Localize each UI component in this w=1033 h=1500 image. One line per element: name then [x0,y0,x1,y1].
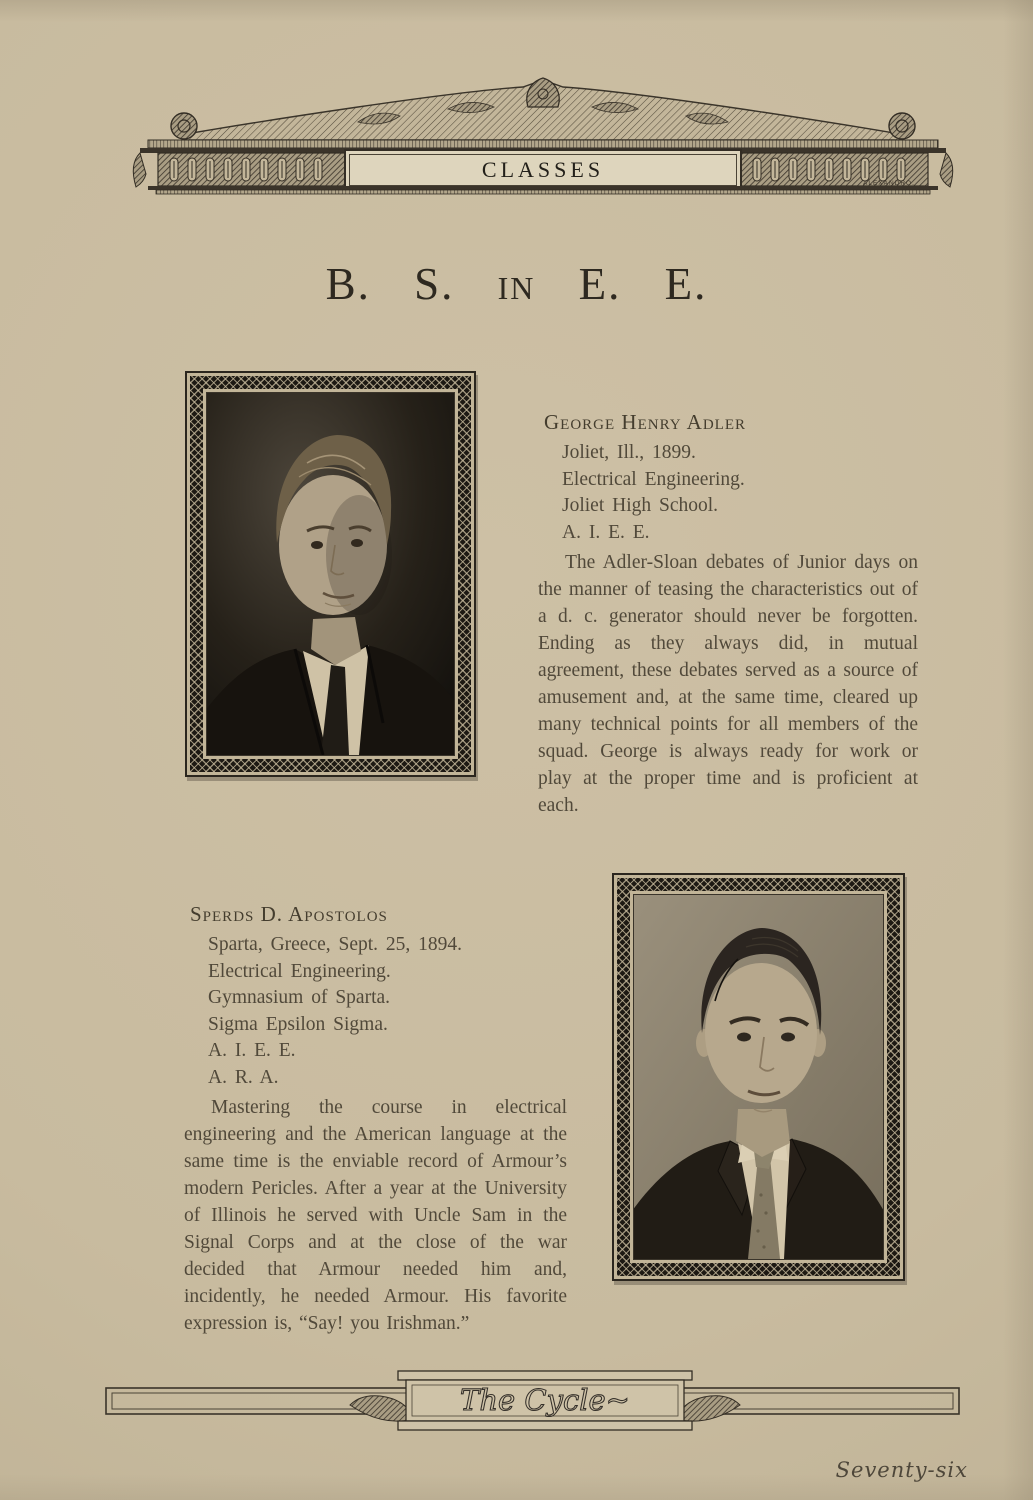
degree-title [0,258,1033,310]
degree-title-part2: E. E. [578,259,708,309]
left-garland-ornament [350,1396,414,1421]
frame-mat [630,891,887,1263]
left-volute-ornament [171,113,197,139]
profile-detail-line: A. I. E. E. [562,521,650,543]
profile-detail-line: Sparta, Greece, Sept. 25, 1894. [208,934,463,955]
portrait-photo-george-adler [206,392,455,756]
profile-detail-line: Electrical Engineering. [562,468,745,490]
profile-name: George Henry Adler [544,410,747,434]
profile-detail-line: Joliet High School. [562,495,719,516]
profile-section-sperds-apostolos [184,902,567,1337]
frame-mat [203,389,458,759]
photo-frame-sperds-apostolos [612,873,905,1281]
profile-bio: Mastering the course in electrical engineering and the American language at the same time is the enviable record of Armour’s modern Pericles. After a year at the University of Illinois he served with Uncle Sam in the Signal Corps and at the close of the war decided that Armour needed him and, incidently, he needed Armour. His favorite expression is, “Say! you Irishman.” [184,1097,567,1334]
profile-detail-line: A. R. A. [208,1066,279,1088]
right-volute-ornament [889,113,915,139]
profile-detail-line: Electrical Engineering. [208,960,391,982]
engraver-signature: ALEXANDRO. [863,180,915,187]
profile-detail-line: A. I. E. E. [208,1040,296,1061]
header-banner-engraving [118,76,968,196]
profile-detail-line: Sigma Epsilon Sigma. [208,1013,388,1035]
photo-frame-george-adler [185,371,476,777]
profile-detail-line: Joliet, Ill., 1899. [562,442,696,463]
degree-title-part1: B. S. [325,259,455,309]
profile-name: Sperds D. Apostolos [190,902,388,926]
profile-detail-line: Gymnasium of Sparta. [208,987,391,1008]
frame-ornament-band [617,878,900,1276]
crest-shell-ornament [527,78,559,107]
frame-ornament-band [190,376,471,772]
portrait-photo-sperds-apostolos [633,894,884,1260]
classes-banner-title: CLASSES [481,157,605,182]
footer-banner-engraving [100,1363,965,1437]
profile-details [562,440,918,546]
degree-title-in: in [497,259,536,309]
cycle-banner-title: The Cycle~ [460,1383,630,1417]
page-number: Seventy-six [835,1458,968,1482]
profile-details [208,932,567,1091]
profile-bio: The Adler-Sloan debates of Junior days on the manner of teasing the characteristics out of a d. c. generator should never be forgotten. Ending as they always did, in mutual agreement, these debates served as a source of amusement and, at the same time, cleared up many technical points for all members of the squad. George is always ready for work or play at the proper time and is proficient at each. [538,552,918,816]
profile-section-george-adler [538,410,918,819]
right-garland-ornament [676,1396,740,1421]
